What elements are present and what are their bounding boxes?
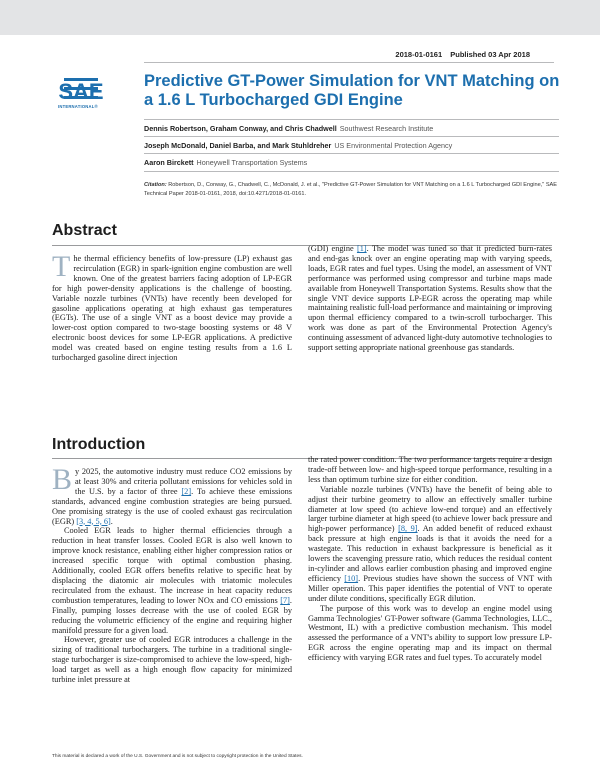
intro-text: . Finally, pumping losses decrease with the use of cooled EGR by reducing the volumetric efficiency of the engine and requiring higher manifold pressure for a given load. (52, 595, 292, 635)
logo-subtext: INTERNATIONAL® (58, 104, 98, 109)
intro-text: y 2025, the automotive industry must reduce CO2 emissions by at least 30% and criteria pollutant emissions for vehicles sold in the U.S. by a factor of three (75, 467, 292, 496)
citation-label: Citation: (144, 182, 167, 188)
author-rule (144, 153, 559, 154)
author-affiliation: US Environmental Protection Agency (334, 141, 453, 150)
intro-text: Variable nozzle turbines (VNTs) have the benefit of being able to adjust their turbine geometry to allow an effectively smaller turbine diameter at low speed (to achieve low-end torque) and an effectively larger turbine diameter at high speed (to achieve lower back pressure and high-power performance) (308, 484, 552, 534)
author-rule (144, 136, 559, 137)
intro-paragraph: The purpose of this work was to develop an engine model using Gamma Technologies' GT-Power software (Gamma Technologies, LLC., Westmont, IL) with a predictive combustion mechanism. This model assessed the performance of a VNT's ability to support low pressure LP-EGR across the engine operating map and its impact on thermal efficiency with varying EGR rates and fuel types. To accurately model (308, 603, 552, 663)
intro-text: . An added benefit of reduced exhaust back pressure at high engine loads is that it avoids the need for a wastegate. This reduction in exhaust backpressure is beneficial as it lowers the scavenging pressure ratio, which reduces the residual content in-cylinder and allows earlier combustion phasing and improved engine efficiency (308, 524, 553, 583)
intro-text: . (110, 516, 113, 526)
logo-text: SAE (58, 79, 104, 104)
title-rule (144, 119, 559, 120)
author-names: Dennis Robertson, Graham Conway, and Chris Chadwell (144, 124, 337, 133)
intro-left-column (52, 463, 293, 685)
reference-link[interactable]: [1] (356, 244, 367, 253)
author-rule (144, 171, 559, 172)
intro-text: . To achieve these emissions standards, advanced engine combustion strategies are being pursued. One promising strategy is the use of cooled exhaust gas recirculation (EGR) (52, 486, 293, 526)
intro-paragraph: However, greater use of cooled EGR introduces a challenge in the sizing of traditional turbochargers. The turbine in a traditional single-stage turbocharger is size-compromised to achieve the low-speed, high-load target as well as a high enough flow capacity for minimized turbine inlet pressure at (52, 635, 292, 685)
author-names: Joseph McDonald, Daniel Barba, and Mark Stuhldreher (144, 141, 332, 150)
author-line-1 (144, 124, 433, 133)
author-line-2 (144, 141, 452, 150)
abstract-left-column (52, 250, 292, 363)
intro-dropcap: B (52, 463, 73, 496)
citation-text: Robertson, D., Conway, G., Chadwell, C., McDonald, J. et al., "Predictive GT-Power Simulation for VNT Matching on a 1.6 L Turbocharged GDI Engine," SAE Technical Paper 2018-01-0161, 2018, doi:10.4271/2018-01-0161. (144, 182, 558, 197)
top-banner (0, 0, 600, 35)
copyright-footer: This material is declared a work of the U.S. Government and is not subject to copyright protection in the United States. (52, 754, 303, 759)
intro-text: Cooled EGR leads to higher thermal efficiencies through a reduction in heat transfer losses. Cooled EGR is also well known to improve knock resistance, enabling either higher compression ratios or increased specific torque with optimal combustion phasing. Additionally, cooled EGR offers benefits relative to specific heat by displacing the diatomic air molecules with triatomic molecules recirculated from the exhaust. The increase in heat capacity reduces combustion temperatures, leading to lower NOx and CO emissions (52, 526, 292, 605)
reference-link[interactable]: [2] (181, 486, 192, 496)
reference-link[interactable]: [10] (344, 573, 359, 583)
document-metadata (389, 50, 530, 59)
abstract-dropcap: T (52, 250, 71, 283)
author-affiliation: Honeywell Transportation Systems (196, 158, 308, 167)
publish-date: Published 03 Apr 2018 (450, 50, 530, 59)
reference-link[interactable]: [7] (280, 595, 290, 605)
author-line-3 (144, 158, 307, 167)
abstract-text-right: . The model was tuned so that it predicted burn-rates and end-gas knock over an engine operating map with varying speeds, loads, EGR rates and fuel types. Using the model, an assessment of VNT performance was performed using compressor and turbine maps made available from Honeywell Transportation Systems. Results show that the single VNT device supports LP-EGR across the operating map while maintaining realistic full-load performance and maintaining or improving upon thermal efficiency compared to a twin-scroll turbocharger. This work was done as part of the Environmental Protection Agency's continuing assessment of advanced light-duty automotive technologies to support setting appropriate national greenhouse gas standards. (308, 244, 552, 353)
reference-link[interactable]: [8, 9] (398, 524, 418, 534)
intro-text: . Previous studies have shown the success of VNT with Miller operation. This paper identifies the potential of VNT to operate under dilute conditions, specifically EGR dilution. (308, 573, 553, 603)
intro-paragraph: the rated power condition. The two performance targets require a design trade-off between low- and high-speed torque performance, resulting in a less than optimum turbine size for either condition. (308, 455, 552, 484)
abstract-right-column (308, 244, 552, 353)
introduction-heading: Introduction (52, 436, 146, 453)
abstract-heading: Abstract (52, 222, 117, 239)
abstract-text: (GDI) engine (308, 244, 357, 253)
doc-number: 2018-01-0161 (395, 50, 443, 59)
sae-logo (58, 74, 104, 104)
reference-link[interactable]: [3, 4, 5, 6] (76, 516, 111, 526)
author-names: Aaron Birckett (144, 158, 194, 167)
citation (144, 181, 559, 199)
intro-right-column (308, 455, 552, 663)
abstract-text-left: he thermal efficiency benefits of low-pressure (LP) exhaust gas recirculation (EGR) in spark-ignition engine combustion are well known. One of the greatest barriers facing adoption of LP-EGR for high power-density applications is the challenge of boosting. Variable nozzle turbines (VNTs) have recently been developed for gasoline applications operating at high exhaust gas temperatures (EGTs). The use of a single VNT as a boost device may provide a lower-cost option compared to two-stage boosting systems or 48 V electronic boost devices for some LP-EGR applications. A predictive model was created based on engine testing results from a 1.6 L turbocharged gasoline direct injection (52, 254, 292, 363)
header-rule (144, 62, 554, 63)
author-affiliation: Southwest Research Institute (339, 124, 434, 133)
paper-title: Predictive GT-Power Simulation for VNT Matching on a 1.6 L Turbocharged GDI Engine (144, 72, 560, 109)
